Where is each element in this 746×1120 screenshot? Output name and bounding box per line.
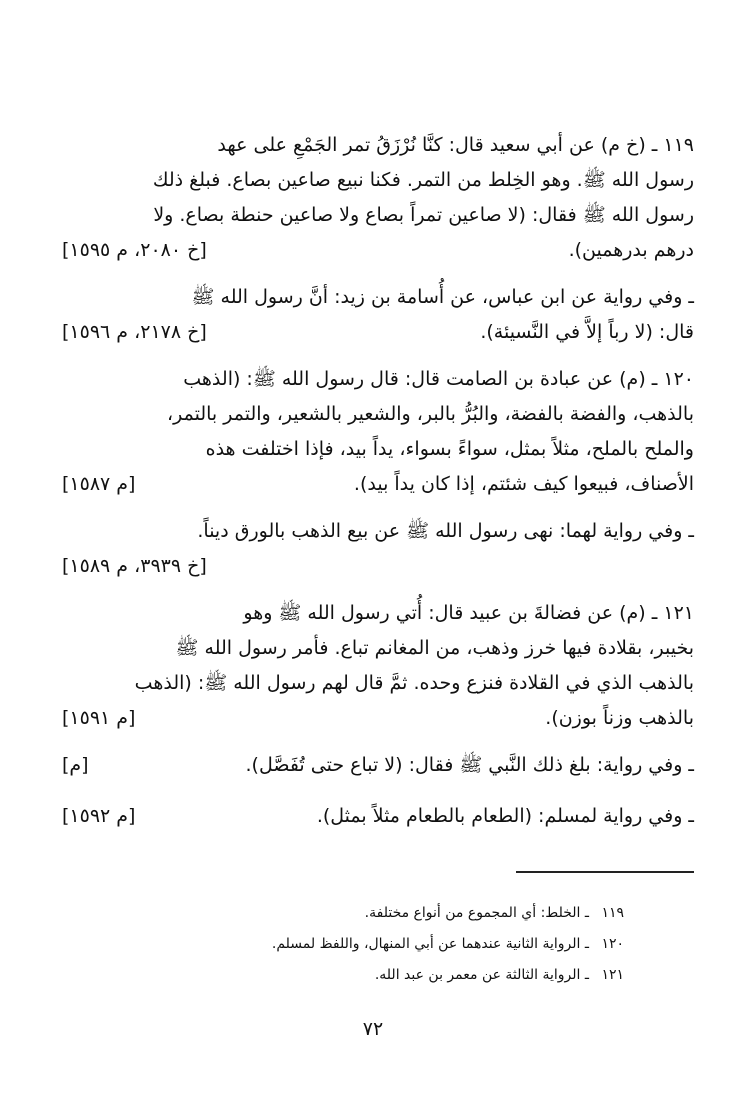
hadith-121-reference: [م ١٥٩١] — [62, 707, 136, 729]
text-line: رسول الله ﷺ. وهو الخِلط من التمر. فكنا نبيع صاعين بصاع. فبلغ ذلك — [152, 169, 694, 191]
text-line: درهم بدرهمين). — [568, 239, 694, 261]
riwaya-119-line-1 — [62, 280, 694, 315]
text-line: ـ وفي رواية: بلغ ذلك النَّبي ﷺ فقال: (لا تباع حتى تُفَصَّل). — [245, 754, 694, 776]
text-line: بالذهب وزناً بوزن). — [545, 707, 694, 729]
riwaya-119-line-2 — [62, 315, 694, 350]
main-text — [62, 128, 694, 834]
hadith-120-line-1 — [62, 362, 694, 397]
footnote-number: ١٢١ — [601, 967, 624, 983]
text-line: رسول الله ﷺ فقال: (لا صاعين تمراً بصاع ولا صاعين حنطة بصاع. ولا — [153, 204, 694, 226]
hadith-121-line-2 — [62, 631, 694, 666]
hadith-121-line-4 — [62, 701, 694, 736]
hadith-119-line-4 — [62, 233, 694, 268]
footnote-number: ١٢٠ — [601, 936, 624, 952]
spacer — [62, 783, 694, 799]
text-line: ١١٩ ـ (خ م) عن أبي سعيد قال: كنَّا نُرْزَقُ تمر الجَمْعِ على عهد — [217, 134, 694, 156]
footnote-divider — [516, 871, 694, 873]
hadith-120-line-3 — [62, 432, 694, 467]
hadith-120-line-2 — [62, 397, 694, 432]
riwaya-120-line-1 — [62, 514, 694, 549]
hadith-119-line-2 — [62, 163, 694, 198]
riwaya-121a-reference: [م] — [62, 754, 89, 776]
spacer — [62, 736, 694, 748]
page-number: ٧٢ — [362, 1018, 384, 1040]
footnote-120 — [104, 929, 624, 960]
riwaya-121b-reference: [م ١٥٩٢] — [62, 805, 136, 827]
riwaya-121b-line-1 — [62, 799, 694, 834]
hadith-120-line-4 — [62, 467, 694, 502]
text-line: ١٢٠ ـ (م) عن عبادة بن الصامت قال: قال رسول الله ﷺ: (الذهب — [183, 368, 694, 390]
text-line: ـ وفي رواية لهما: نهى رسول الله ﷺ عن بيع الذهب بالورق ديناً. — [197, 520, 694, 542]
text-line: ـ وفي رواية لمسلم: (الطعام بالطعام مثلاً بمثل). — [316, 805, 694, 827]
spacer — [62, 350, 694, 362]
spacer — [62, 584, 694, 596]
hadith-121-line-1 — [62, 596, 694, 631]
hadith-121-line-3 — [62, 666, 694, 701]
hadith-119-line-3 — [62, 198, 694, 233]
spacer — [62, 268, 694, 280]
spacer — [62, 502, 694, 514]
hadith-119-reference: [خ ٢٠٨٠، م ١٥٩٥] — [62, 239, 207, 261]
footnote-121 — [104, 960, 624, 991]
riwaya-120-line-2 — [62, 549, 694, 584]
riwaya-120-reference: [خ ٣٩٣٩، م ١٥٨٩] — [62, 555, 207, 577]
footnote-text: ـ الرواية الثانية عندهما عن أبي المنهال، واللفظ لمسلم. — [271, 936, 589, 952]
text-line: الأصناف، فبيعوا كيف شئتم، إذا كان يداً بيد). — [353, 473, 694, 495]
riwaya-119-reference: [خ ٢١٧٨، م ١٥٩٦] — [62, 321, 207, 343]
text-line: ١٢١ ـ (م) عن فضالةَ بن عبيد قال: أُتي رسول الله ﷺ وهو — [243, 602, 694, 624]
footnote-number: ١١٩ — [601, 905, 624, 921]
text-line: بالذهب، والفضة بالفضة، والبُرُّ بالبر، والشعير بالشعير، والتمر بالتمر، — [167, 403, 694, 425]
hadith-120-reference: [م ١٥٨٧] — [62, 473, 136, 495]
hadith-119-line-1 — [62, 128, 694, 163]
footnotes — [104, 898, 624, 991]
footnote-119 — [104, 898, 624, 929]
text-line: قال: (لا رباً إلاَّ في النَّسيئة). — [480, 321, 694, 343]
text-line: بخيبر، بقلادة فيها خرز وذهب، من المغانم تباع. فأمر رسول الله ﷺ — [175, 637, 694, 659]
text-line: بالذهب الذي في القلادة فنزع وحده. ثمَّ قال لهم رسول الله ﷺ: (الذهب — [134, 672, 694, 694]
riwaya-121a-line-1 — [62, 748, 694, 783]
text-line: ـ وفي رواية عن ابن عباس، عن أُسامة بن زيد: أنَّ رسول الله ﷺ — [191, 286, 694, 308]
footnote-text: ـ الخلط: أي المجموع من أنواع مختلفة. — [364, 905, 589, 921]
footnote-text: ـ الرواية الثالثة عن معمر بن عبد الله. — [374, 967, 589, 983]
text-line: والملح بالملح، مثلاً بمثل، سواءً بسواء، يداً بيد، فإذا اختلفت هذه — [205, 438, 694, 460]
